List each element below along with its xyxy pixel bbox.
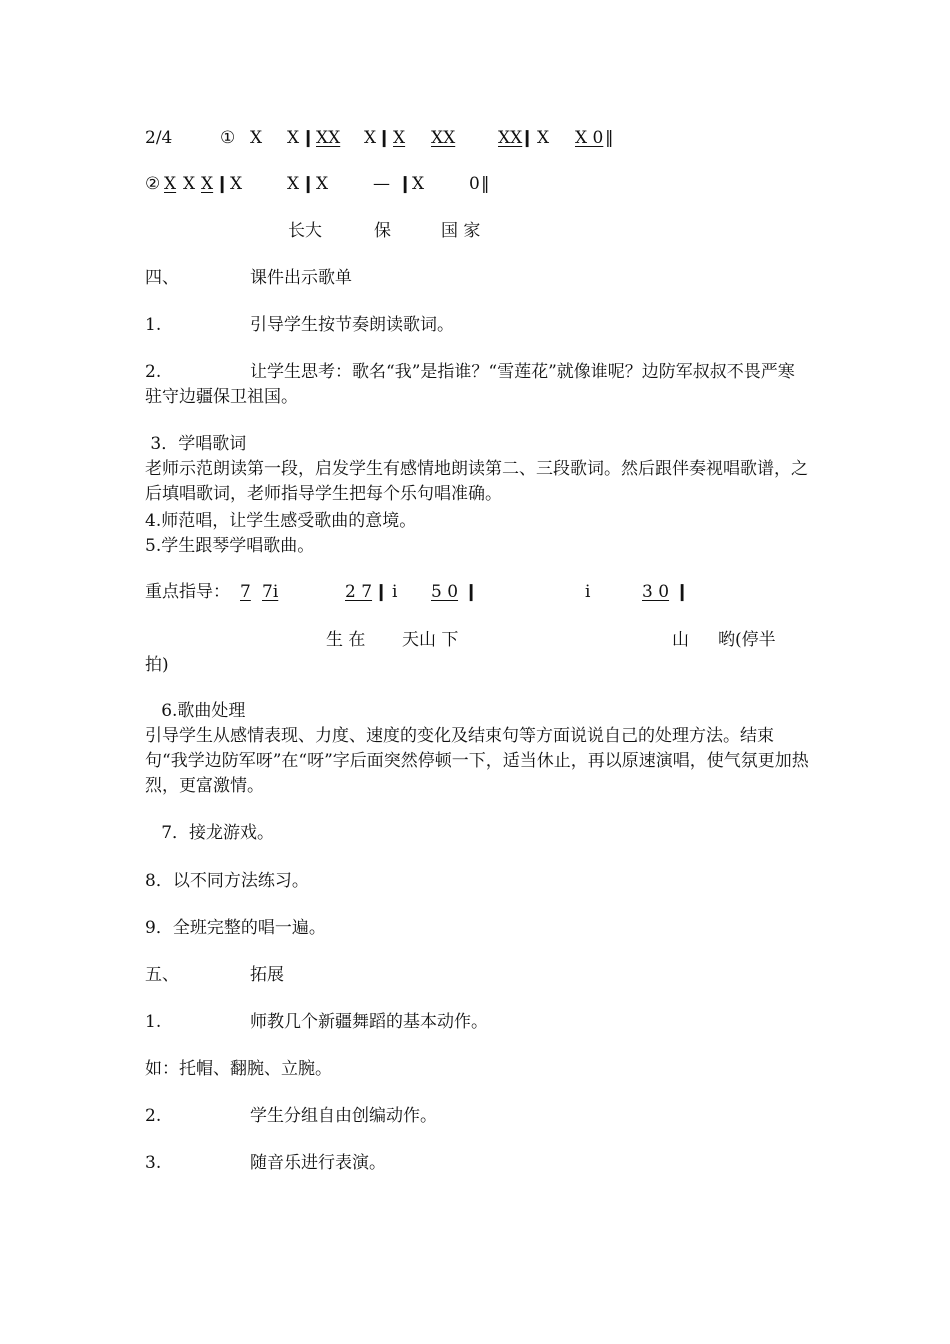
- lyric: 长大: [288, 221, 322, 241]
- rhythm-note: X: [250, 128, 263, 148]
- rhythm-note: XX: [316, 128, 341, 148]
- sub-heading: 6.歌曲处理: [145, 701, 246, 721]
- score-note: 3 0: [642, 582, 670, 602]
- lyric: 国 家: [441, 221, 481, 241]
- item-number: 3.: [145, 1153, 162, 1173]
- rhythm-note: X: [287, 128, 300, 148]
- focus-label: 重点指导：: [145, 582, 230, 602]
- time-signature: 2/4: [145, 128, 173, 148]
- end-bar-line: ‖: [605, 128, 614, 148]
- bar-line: ❙: [301, 174, 316, 194]
- lyric: 哟(停半: [718, 630, 776, 650]
- score-note: i: [392, 582, 398, 602]
- list-item: 4.师范唱，让学生感受歌曲的意境。: [145, 511, 417, 531]
- rhythm-note: 0: [469, 174, 480, 194]
- item-number: 1.: [145, 1012, 162, 1032]
- rhythm-note: XX: [498, 128, 523, 148]
- bar-line: ❙: [215, 174, 230, 194]
- rhythm-note: X: [287, 174, 300, 194]
- bar-line: ❙: [675, 582, 690, 602]
- item-text: 师教几个新疆舞蹈的基本动作。: [250, 1012, 488, 1032]
- rhythm-note: X: [201, 174, 214, 194]
- bar-line: ❙: [398, 174, 413, 194]
- lyric: 生 在: [326, 630, 366, 650]
- rhythm-note: X: [183, 174, 196, 194]
- section-number: 五、: [145, 965, 179, 985]
- bar-line: ❙: [301, 128, 316, 148]
- item-number: 1.: [145, 315, 162, 335]
- rhythm-note: XX: [431, 128, 456, 148]
- rhythm-note: X: [393, 128, 406, 148]
- score-note: 2 7: [345, 582, 373, 602]
- rhythm-note: X: [537, 128, 550, 148]
- item-text: 让学生思考：歌名“我”是指谁？“雪莲花”就像谁呢？边防军叔叔不畏严寒驻守边疆保卫祖国。: [145, 362, 795, 407]
- score-note: 5 0: [431, 582, 459, 602]
- list-item: [145, 1151, 386, 1175]
- score-note: i: [585, 582, 591, 602]
- example-text: 如：托帽、翻腕、立腕。: [145, 1059, 332, 1079]
- list-item: [145, 360, 810, 410]
- section-4-heading: [145, 266, 352, 290]
- item-text: 随音乐进行表演。: [250, 1153, 386, 1173]
- extension-dash: —: [373, 174, 390, 194]
- bar-line: ❙: [464, 582, 479, 602]
- section-title: 课件出示歌单: [250, 268, 352, 288]
- list-item: 8．以不同方法练习。: [145, 871, 309, 891]
- section-title: 拓展: [250, 965, 284, 985]
- list-item: [145, 1010, 488, 1034]
- lyric: 保: [374, 221, 391, 241]
- list-item: [145, 313, 454, 337]
- score-note: 7i: [262, 582, 279, 602]
- rhythm-note: X 0: [575, 128, 604, 148]
- lyric: 山: [672, 630, 689, 650]
- lyric: 拍): [145, 655, 169, 675]
- rhythm-note: X: [316, 174, 329, 194]
- item-number: 2.: [145, 1106, 162, 1126]
- rhythm-note: X: [364, 128, 377, 148]
- bar-line: ❙: [374, 582, 389, 602]
- list-item: [145, 1104, 437, 1128]
- item-text: 学生分组自由创编动作。: [250, 1106, 437, 1126]
- score-note: 7: [240, 582, 251, 602]
- bar-line: ❙: [377, 128, 392, 148]
- rhythm-mark-2: ②: [145, 174, 161, 194]
- rhythm-mark-1: ①: [220, 128, 236, 148]
- rhythm-note: X: [412, 174, 425, 194]
- list-item: 9．全班完整的唱一遍。: [145, 918, 326, 938]
- list-item: 5.学生跟琴学唱歌曲。: [145, 536, 315, 556]
- list-item: 7．接龙游戏。: [145, 823, 275, 843]
- item-text: 引导学生按节奏朗读歌词。: [250, 315, 454, 335]
- section-5-heading: [145, 963, 284, 987]
- bar-line: ❙: [520, 128, 535, 148]
- rhythm-note: X: [164, 174, 177, 194]
- sub-heading: 3．学唱歌词: [145, 434, 247, 454]
- paragraph: 老师示范朗读第一段，启发学生有感情地朗读第二、三段歌词。然后跟伴奏视唱歌谱，之后填唱歌词，老师指导学生把每个乐句唱准确。: [145, 459, 808, 504]
- lyric: 天山 下: [402, 630, 459, 650]
- paragraph: 引导学生从感情表现、力度、速度的变化及结束句等方面说说自己的处理方法。结束句“我学边防军呀”在“呀”字后面突然停顿一下，适当休止，再以原速演唱，使气氛更加热烈，更富激情。: [145, 726, 809, 796]
- end-bar-line: ‖: [481, 174, 490, 194]
- rhythm-note: X: [230, 174, 243, 194]
- item-number: 2.: [145, 362, 162, 382]
- section-number: 四、: [145, 268, 179, 288]
